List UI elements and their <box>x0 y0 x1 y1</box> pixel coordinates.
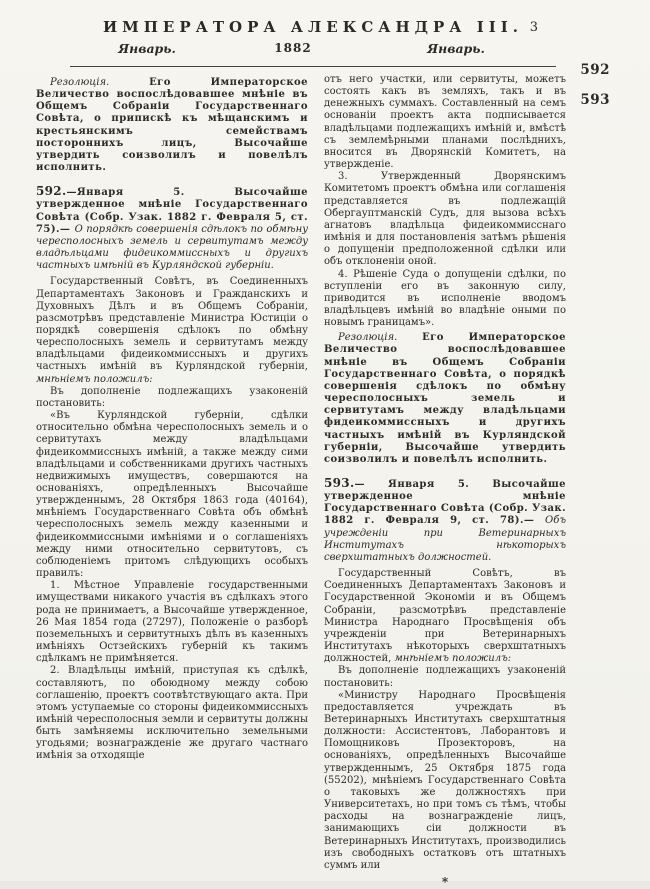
text-run: Объ учрежденіи при Ветеринарныхъ Институтахъ нѣкоторыхъ сверхштатныхъ должностей. <box>324 515 566 563</box>
text-run: Резолюція. <box>338 332 398 344</box>
text-run: 3. Утвержденный Дворянскимъ Комитетомъ проектъ обмѣна или соглашенія представляется въ подлежащій Обергауптманскій Судъ, для вызова всѣхъ агнатовъ владѣльца фидеикоммисснаго имѣнія и для постановленія затѣмъ рѣшенія о допущеніи предположенной сдѣлки или объ отклоненіи оной. <box>324 171 566 268</box>
text-run: отъ него участки, или сервитуты, можетъ состоять какъ въ земляхъ, такъ и въ денежныхъ суммахъ. Составленный на семъ основаніи проектъ акта подписывается владѣльцами подлежащихъ имѣній и, вмѣстѣ съ землемѣрными планами послѣднихъ, вносится въ Дворянскій Комитетъ, на утвержденіе. <box>324 74 566 171</box>
margin-article-number: 593 <box>580 92 610 108</box>
date-row <box>36 41 590 65</box>
month-label-left: Январь. <box>118 41 176 56</box>
text-run: Его Императорское Величество воспослѣдовавшее мнѣніе въ Общемъ Собраніи Государственнаго Совѣта, о порядкѣ совершенія сдѣлокъ по обмѣну чересполосныхъ земель и сервитутамъ между владѣльцами фидеикоммиссныхъ и другихъ частныхъ имѣній въ Курляндской губерніи, Высочайше утвердить соизволилъ и повелѣлъ исполнить. <box>324 332 566 465</box>
text-run: 1. Мѣстное Управленіе государственными имуществами никакого участія въ сдѣлкахъ этого рода не принимаетъ, а Высочайше утвержденное, 26 Мая 1854 года (27297), Положеніе о разборѣ поземельныхъ и сервитутныхъ дѣлъ въ казенныхъ имѣніяхъ Остзейскихъ губерній къ такимъ сдѣлкамъ не примѣняется. <box>36 580 308 665</box>
paragraph <box>36 580 308 665</box>
right-column <box>324 74 566 888</box>
paragraph <box>324 332 566 466</box>
page-header <box>0 0 650 67</box>
text-run: Государственный Совѣтъ, въ Соединенныхъ Департаментахъ Законовъ и Гражданскихъ и Духовныхъ Дѣлъ и въ Общемъ Собраніи, разсмотрѣвъ представленіе Министра Юстиціи о порядкѣ совершенія сдѣлокъ по обмѣну чересполосныхъ земель и сервитутамъ между владѣльцами фидеикоммиссныхъ и другихъ частныхъ имѣній въ Курляндской губерніи, <box>36 276 308 373</box>
paragraph <box>324 171 566 268</box>
paragraph <box>36 276 308 385</box>
text-run: * <box>441 875 449 889</box>
year-label: 1882 <box>274 41 312 55</box>
text-run: Его Императорское Величество воспослѣдовавшее мнѣніе въ Общемъ Собраніи Государственнаго Совѣта, о припискѣ къ мѣщанскимъ и крестьянскимъ семействамъ постороннихъ лицъ, Высочайше утвердить соизволилъ и повелѣлъ исполнить. <box>36 77 308 174</box>
text-run: «Въ Курляндской губерніи, сдѣлки относительно обмѣна чересполосныхъ земель и о сервитутахъ между владѣльцами фидеикоммиссныхъ имѣній, а также между сими владѣльцами и собственниками другихъ частныхъ недвижимыхъ имуществъ, совершаются на основаніяхъ, опредѣленныхъ Высочайше утвержденнымъ, 28 Октября 1863 года (40164), мнѣніемъ Государственнаго Совѣта объ обмѣнѣ чересполосныхъ земель между казенными и фидеикоммиссными имѣніями и о соглашеніяхъ между ними относительно сервитутовъ, съ соблюденіемъ притомъ слѣдующихъ особыхъ правилъ: <box>36 410 308 580</box>
paragraph <box>36 77 308 174</box>
margin-article-number: 592 <box>580 62 610 78</box>
paragraph <box>324 876 566 888</box>
paragraph <box>324 477 566 564</box>
text-run: — Января 5. Высочайше утвержденное мнѣніе Государственнаго Совѣта (Собр. Узак. 1882 г. Февраля 9, ст. 78).— <box>324 479 566 527</box>
text-run: Государственный Совѣтъ, въ Соединенныхъ Департаментахъ Законовъ и Государственной Экономіи и въ Общемъ Собраніи, разсмотрѣвъ представленіе Министра Народнаго Просвѣщенія объ учрежденіи при Ветеринарныхъ Институтахъ нѣкоторыхъ сверхштатныхъ должностей, <box>324 568 566 665</box>
month-label-right: Январь. <box>427 41 485 56</box>
text-run: 592. <box>36 184 67 199</box>
text-run: 4. Рѣшеніе Суда о допущеніи сдѣлки, по вступленіи его въ законную силу, приводится въ исполненіе вводомъ владѣльцевъ имѣній во владѣніе оными по новымъ границамъ». <box>324 268 566 329</box>
text-run: Въ дополненіе подлежащихъ узаконеній постановить: <box>36 385 308 409</box>
paragraph <box>324 74 566 171</box>
paragraph <box>324 665 566 689</box>
page-number: 3 <box>529 20 538 35</box>
text-run: мнѣніемъ положилъ: <box>36 373 153 385</box>
text-run: О порядкѣ совершенія сдѣлокъ по обмѣну чересполосныхъ земель и сервитутамъ между владѣльцами фидеикоммиссныхъ и другихъ частныхъ имѣній въ Курляндской губерніи. <box>36 223 309 272</box>
text-columns <box>0 67 650 888</box>
paragraph <box>324 269 566 330</box>
text-run: Резолюція. <box>50 77 110 88</box>
header-rule <box>70 66 556 67</box>
text-run: —Января 5. Высочайше утвержденное мнѣніе Государственнаго Совѣта (Собр. Узак. 1882 г. Февраля 5, ст. 75).— <box>36 187 308 235</box>
text-run: 2. Владѣльцы имѣній, приступая къ сдѣлкѣ, составляютъ, по обоюдному между собою соглашенію, проектъ соотвѣтствующаго акта. При этомъ уступаемые со стороны фидеикоммиссныхъ имѣній чересполосныя земли и сервитуты должны быть замѣняемы исключительно земельными угодьями; вознагражденіе же другаго частнаго имѣнія за отходящіе <box>36 665 308 762</box>
text-run: Въ дополненіе подлежащихъ узаконеній постановить: <box>324 665 566 689</box>
text-run: 593. <box>324 476 355 490</box>
paragraph <box>36 665 308 762</box>
text-run: мнѣніемъ положилъ: <box>394 653 512 665</box>
paragraph <box>36 386 308 410</box>
paragraph <box>36 185 308 272</box>
paragraph <box>324 690 566 872</box>
paragraph <box>36 410 308 580</box>
left-column <box>36 74 308 888</box>
running-title: ИМПЕРАТОРА АЛЕКСАНДРА III. <box>102 18 524 36</box>
text-run: «Министру Народнаго Просвѣщенія предоставляется учреждать въ Ветеринарныхъ Институтахъ сверхштатныя должности: Ассистентовъ, Лаборантовъ и Помощниковъ Прозекторовъ, на основаніяхъ, опредѣленныхъ Высочайше утвержденнымъ, 25 Октября 1875 года (55202), мнѣніемъ Государственнаго Совѣта о таковыхъ же должностяхъ при Университетахъ, но при томъ съ тѣмъ, чтобы расходы на вознагражденіе лицъ, занимающихъ сіи должности въ Ветеринарныхъ Институтахъ, производились изъ свободныхъ остатковъ отъ штатныхъ суммъ или <box>324 689 566 871</box>
paragraph <box>324 568 566 665</box>
